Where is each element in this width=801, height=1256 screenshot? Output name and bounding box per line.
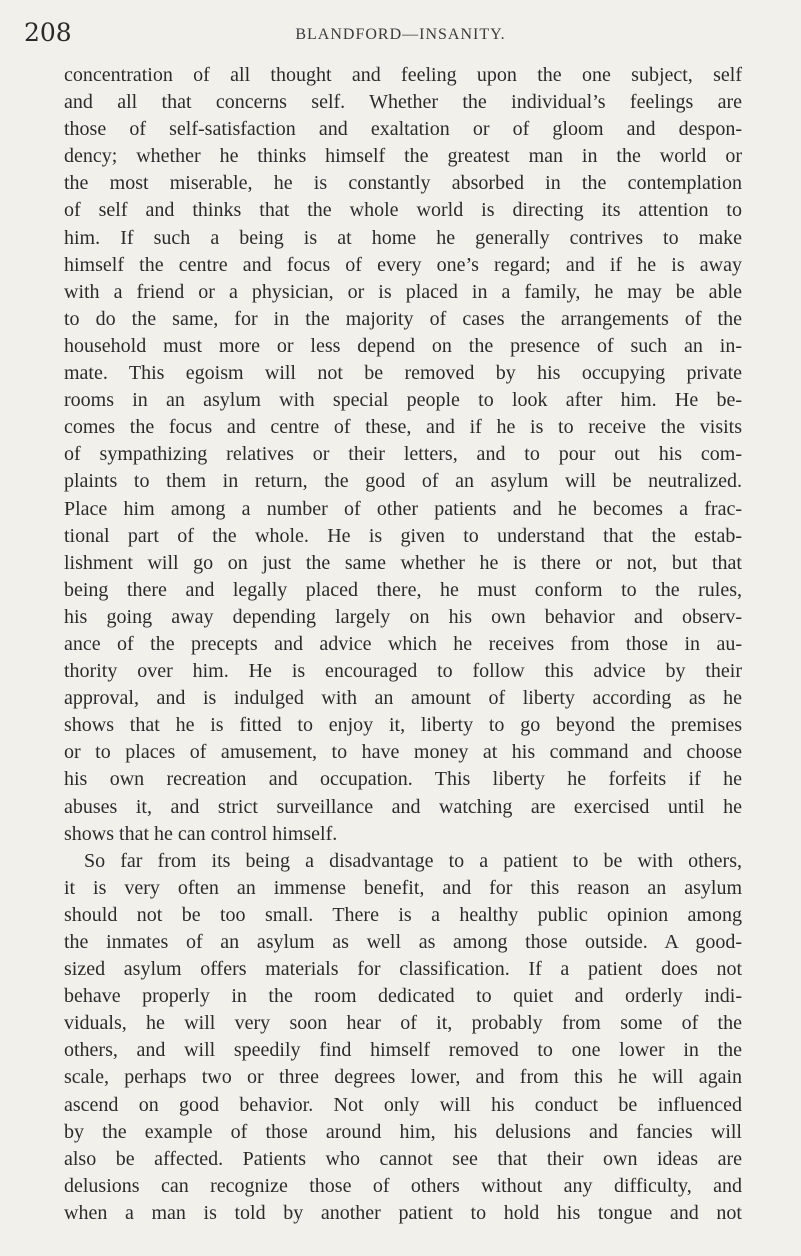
page-number: 208 bbox=[24, 18, 72, 47]
text-line: or to places of amusement, to have money at his command and choose bbox=[64, 741, 742, 764]
text-line: ance of the precepts and advice which he receives from those in au- bbox=[64, 632, 742, 655]
text-line: when a man is told by another patient to hold his tongue and not bbox=[64, 1201, 742, 1224]
text-line: ascend on good behavior. Not only will his conduct be influenced bbox=[64, 1093, 742, 1116]
paragraph-end-line: shows that he can control himself. bbox=[64, 822, 338, 845]
text-line: plaints to them in return, the good of an asylum will be neutralized. bbox=[64, 470, 742, 493]
text-line: those of self-satisfaction and exaltation or of gloom and despon- bbox=[64, 118, 742, 141]
text-line: approval, and is indulged with an amount of liberty according as he bbox=[64, 687, 742, 710]
text-line: sized asylum offers materials for classification. If a patient does not bbox=[64, 958, 742, 981]
text-line: the inmates of an asylum as well as among those outside. A good- bbox=[64, 931, 742, 953]
running-title: BLANDFORD—INSANITY. bbox=[295, 26, 506, 43]
text-line: delusions can recognize those of others without any difficulty, and bbox=[64, 1174, 742, 1197]
text-line: tional part of the whole. He is given to understand that the estab- bbox=[64, 524, 742, 547]
text-line: concentration of all thought and feeling upon the one subject, self bbox=[64, 64, 742, 86]
text-line: abuses it, and strict surveillance and watching are exercised until he bbox=[64, 795, 742, 818]
text-line: of sympathizing relatives or their letters, and to pour out his com- bbox=[64, 443, 742, 466]
text-line: his going away depending largely on his own behavior and observ- bbox=[64, 605, 742, 628]
text-line: also be affected. Patients who cannot see that their own ideas are bbox=[64, 1147, 742, 1170]
text-line: rooms in an asylum with special people to look after him. He be- bbox=[64, 389, 742, 412]
text-line: him. If such a being is at home he generally contrives to make bbox=[64, 226, 742, 249]
paragraph-start-line: So far from its being a disadvantage to a patient to be with others, bbox=[84, 849, 742, 872]
text-line: household must more or less depend on the presence of such an in- bbox=[64, 334, 742, 357]
text-line: and all that concerns self. Whether the individual’s feelings are bbox=[64, 91, 742, 114]
text-line: to do the same, for in the majority of cases the arrangements of the bbox=[64, 307, 742, 330]
body-text bbox=[64, 62, 742, 1227]
text-line: his own recreation and occupation. This liberty he forfeits if he bbox=[64, 768, 742, 791]
text-line: with a friend or a physician, or is placed in a family, he may be able bbox=[64, 280, 742, 303]
running-head bbox=[24, 18, 777, 48]
text-line: others, and will speedily find himself removed to one lower in the bbox=[64, 1039, 742, 1062]
text-line: should not be too small. There is a healthy public opinion among bbox=[64, 903, 742, 926]
text-line: shows that he is fitted to enjoy it, liberty to go beyond the premises bbox=[64, 714, 742, 737]
text-line: it is very often an immense benefit, and for this reason an asylum bbox=[64, 876, 742, 899]
text-line: dency; whether he thinks himself the greatest man in the world or bbox=[64, 145, 742, 168]
text-line: himself the centre and focus of every one’s regard; and if he is away bbox=[64, 253, 742, 276]
text-line: scale, perhaps two or three degrees lower, and from this he will again bbox=[64, 1066, 742, 1089]
text-line: by the example of those around him, his delusions and fancies will bbox=[64, 1120, 742, 1143]
text-line: mate. This egoism will not be removed by his occupying private bbox=[64, 362, 742, 385]
text-line: behave properly in the room dedicated to quiet and orderly indi- bbox=[64, 985, 742, 1008]
text-line: viduals, he will very soon hear of it, probably from some of the bbox=[64, 1012, 742, 1035]
text-line: thority over him. He is encouraged to follow this advice by their bbox=[64, 660, 742, 683]
text-line: comes the focus and centre of these, and if he is to receive the visits bbox=[64, 416, 742, 439]
text-line: the most miserable, he is constantly absorbed in the contemplation bbox=[64, 172, 742, 195]
text-line: Place him among a number of other patients and he becomes a frac- bbox=[64, 497, 742, 520]
text-line: of self and thinks that the whole world is directing its attention to bbox=[64, 199, 742, 222]
text-line: lishment will go on just the same whether he is there or not, but that bbox=[64, 551, 742, 574]
text-line: being there and legally placed there, he must conform to the rules, bbox=[64, 578, 742, 601]
